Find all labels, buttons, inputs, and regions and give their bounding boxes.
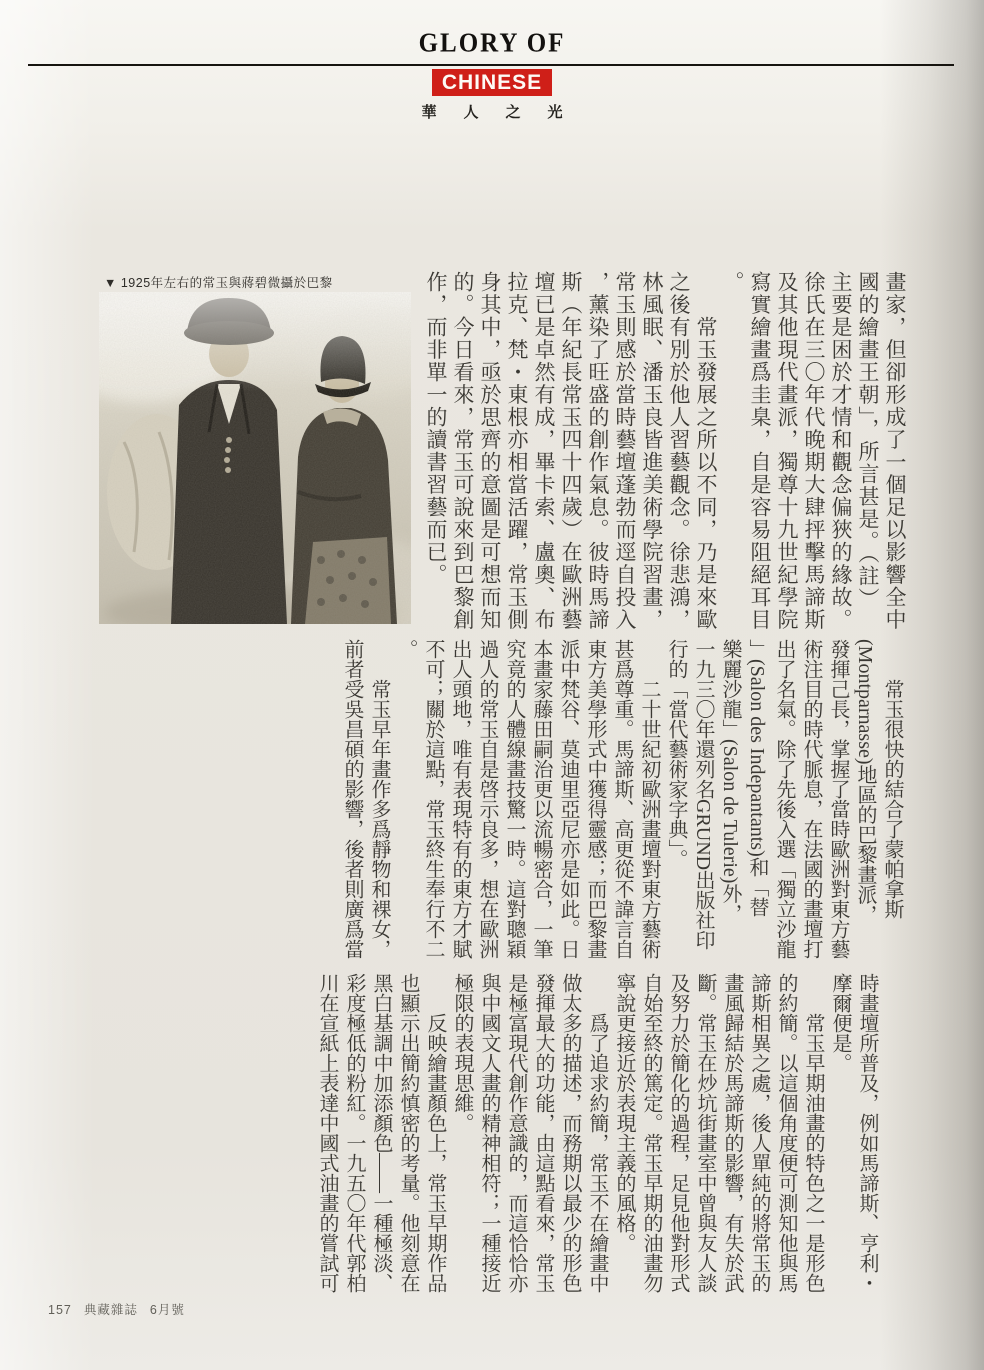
text-column: 過人的常玉自是啓示良多，想在歐洲 xyxy=(476,639,498,959)
text-column: 不可；關於這點，常玉終生奉行不二 xyxy=(422,639,444,959)
text-column: ，薰染了旺盛的創作氣息。彼時馬諦 xyxy=(586,271,610,631)
text-column: 畫家，但卻形成了一個足以影響全中 xyxy=(883,271,907,631)
text-column: 甚爲尊重。馬諦斯、高更從不諱言自 xyxy=(611,639,633,959)
masthead-title-en: GLORY OF xyxy=(418,28,566,59)
text-column: 發揮己長，掌握了當時歐洲對東方藝 xyxy=(827,639,849,959)
text-column: 寫實繪畫爲圭臬，自是容易阻絕耳目 xyxy=(748,271,772,631)
text-column: 及其他現代畫派，獨尊十九世紀學院 xyxy=(775,271,799,631)
text-column: 」(Salon des Indepantants)和「替 xyxy=(746,639,768,917)
text-column: 做太多的描述，而務期以最少的形色 xyxy=(559,973,581,1293)
text-column: 也顯示出簡約慎密的考量。他刻意在 xyxy=(397,973,419,1293)
text-column: 出人頭地，唯有表現特有的東方才賦 xyxy=(449,639,471,959)
text-column: 常玉很快的結合了蒙帕拿斯 xyxy=(881,639,903,919)
article-text-block-top xyxy=(422,271,908,635)
text-column: 斷。常玉在炒坑街畫室中曾與友人談 xyxy=(694,973,716,1293)
text-column: 的。今日看來，常玉可說來到巴黎創 xyxy=(451,271,475,631)
text-column: 出了名氣。除了先後入選「獨立沙龍 xyxy=(773,639,795,959)
text-column: 東方美學形式中獲得靈感；而巴黎畫 xyxy=(584,639,606,959)
text-column: 斯（年紀長常玉四十四歲）在歐洲藝 xyxy=(559,271,583,631)
text-column: 黑白基調中加添顏色——一種極淡、 xyxy=(370,973,392,1293)
text-column: 反映繪畫顏色上，常玉早期作品 xyxy=(424,973,446,1293)
text-column: 前者受吳昌碩的影響，後者則廣爲當 xyxy=(341,639,363,959)
text-column: (Montparnasse)地區的巴黎畫派， xyxy=(854,639,876,925)
masthead-logo-text: CHINESE xyxy=(441,70,543,94)
masthead-logo xyxy=(432,69,552,96)
text-column: 作，而非單一的讀書習藝而已。 xyxy=(424,271,448,586)
text-column: 。 xyxy=(395,639,417,659)
text-column: 自始至終的篤定。常玉早期的油畫勿 xyxy=(640,973,662,1293)
text-column: 的約簡。以這個角度便可測知他與馬 xyxy=(775,973,797,1293)
photo-caption: ▼ 1925年左右的常玉與蔣碧微攝於巴黎 xyxy=(104,276,333,290)
text-column: 常玉發展之所以不同，乃是來歐 xyxy=(694,271,718,631)
page-footer xyxy=(48,1300,197,1318)
text-column: 摩爾便是。 xyxy=(829,973,851,1073)
text-column: 徐氏在三〇年代晚期大肆抨擊馬諦斯 xyxy=(802,271,826,631)
text-column: 國的繪畫王朝」，所言甚是。（註） xyxy=(856,271,880,610)
text-column: 身其中，亟於思齊的意圖是可想而知 xyxy=(478,271,502,631)
text-column: 畫風歸結於馬諦斯的影響，有失於武 xyxy=(721,973,743,1293)
masthead-rule xyxy=(28,64,954,66)
text-column: 極限的表現思維。 xyxy=(451,973,473,1133)
text-column: 。 xyxy=(721,271,745,294)
issue-label: 6月號 xyxy=(149,1303,185,1317)
text-column: 常玉早年畫作多爲靜物和裸女， xyxy=(368,639,390,959)
page-number: 157 xyxy=(48,1303,72,1317)
text-column: 是極富現代創作意識的，而這恰恰亦 xyxy=(505,973,527,1293)
text-column: 本畫家藤田嗣治更以流暢密合，一筆 xyxy=(530,639,552,959)
text-column: 術注目的時代脈息，在法國的畫壇打 xyxy=(800,639,822,959)
text-column: 彩度極低的粉紅。一九五〇年代郭柏 xyxy=(343,973,365,1293)
text-column: 究竟的人體線畫技驚一時。這對聰穎 xyxy=(503,639,525,959)
text-column: 拉克、梵・東根亦相當活躍，常玉側 xyxy=(505,271,529,631)
masthead-tagline: 華人之光 xyxy=(421,105,590,121)
text-column: 樂麗沙龍」(Salon de Tulerie)外， xyxy=(719,639,741,924)
text-column: 諦斯相異之處，後人單純的將常玉的 xyxy=(748,973,770,1293)
photo-image xyxy=(99,292,411,624)
text-column: 派中梵谷、莫迪里亞尼亦是如此。日 xyxy=(557,639,579,959)
text-column: 之後有別於他人習藝觀念。徐悲鴻， xyxy=(667,271,691,631)
text-column: 發揮最大的功能，由這點看來，常玉 xyxy=(532,973,554,1293)
text-column: 二十世紀初歐洲畫壇對東方藝術 xyxy=(638,639,660,959)
text-column: 寧說更接近於表現主義的風格。 xyxy=(613,973,635,1253)
text-column: 一九三〇年還列名GRUND出版社印 xyxy=(692,639,714,951)
text-column: 時畫壇所普及，例如馬諦斯、亨利・ xyxy=(856,973,878,1293)
article-text-block-middle xyxy=(338,639,905,963)
text-column: 及努力於簡化的過程，足見他對形式 xyxy=(667,973,689,1293)
text-column: 爲了追求約簡，常玉不在繪畫中 xyxy=(586,973,608,1293)
article-text-block-bottom xyxy=(313,973,880,1297)
text-column: 主要是困於才情和觀念偏狹的緣故。 xyxy=(829,271,853,631)
text-column: 川在宣紙上表達中國式油畫的嘗試可 xyxy=(316,973,338,1293)
text-column: 常玉則感於當時藝壇蓬勃而逕自投入 xyxy=(613,271,637,631)
magazine-title: 典藏雜誌 xyxy=(83,1303,138,1317)
text-column: 行的「當代藝術家字典」。 xyxy=(665,639,687,869)
text-column: 壇已是卓然有成，畢卡索、盧奧、布 xyxy=(532,271,556,631)
text-column: 常玉早期油畫的特色之一是形色 xyxy=(802,973,824,1293)
text-column: 與中國文人畫的精神相符；一種接近 xyxy=(478,973,500,1293)
text-column: 林風眠、潘玉良皆進美術學院習畫， xyxy=(640,271,664,631)
